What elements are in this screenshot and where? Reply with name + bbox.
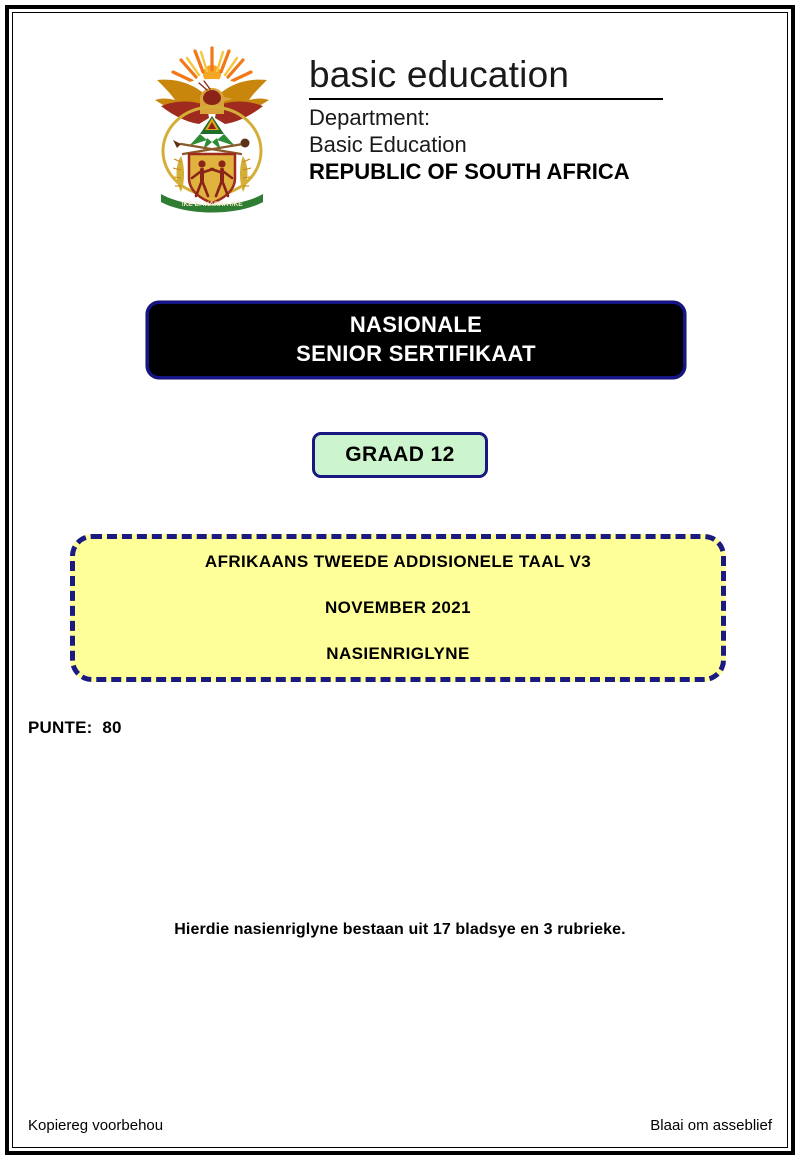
marks-line: PUNTE: 80 [28,718,122,737]
paper-session: NOVEMBER 2021 [325,598,471,617]
grade-badge-label: GRAAD 12 [345,443,455,466]
paper-details-panel [70,534,726,682]
logo-divider [309,98,663,100]
pages-note: Hierdie nasienriglyne bestaan uit 17 bladsye en 3 rubrieke. [174,921,626,938]
certificate-banner-line-2: SENIOR SERTIFIKAAT [296,341,536,366]
country-name: REPUBLIC OF SOUTH AFRICA [309,158,630,184]
footer-turn-over: Blaai om asseblief [650,1117,772,1134]
coat-of-arms-icon [137,36,287,216]
certificate-banner [146,301,686,379]
page-footer [28,1117,772,1134]
logo-title: basic education [309,54,570,95]
paper-subject: AFRIKAANS TWEEDE ADDISIONELE TAAL V3 [204,552,592,571]
grade-badge [312,432,488,478]
paper-document-kind: NASIENRIGLYNE [326,644,470,663]
logo-text-block [309,36,663,185]
masthead [16,36,784,216]
department-label: Department: [309,105,431,130]
page-content [16,16,784,1144]
department-name: Basic Education [309,131,467,157]
footer-copyright: Kopiereg voorbehou [28,1117,164,1134]
crest-motto: !KE E: /XARRA //KE [181,201,243,208]
certificate-banner-line-1: NASIONALE [349,312,483,338]
